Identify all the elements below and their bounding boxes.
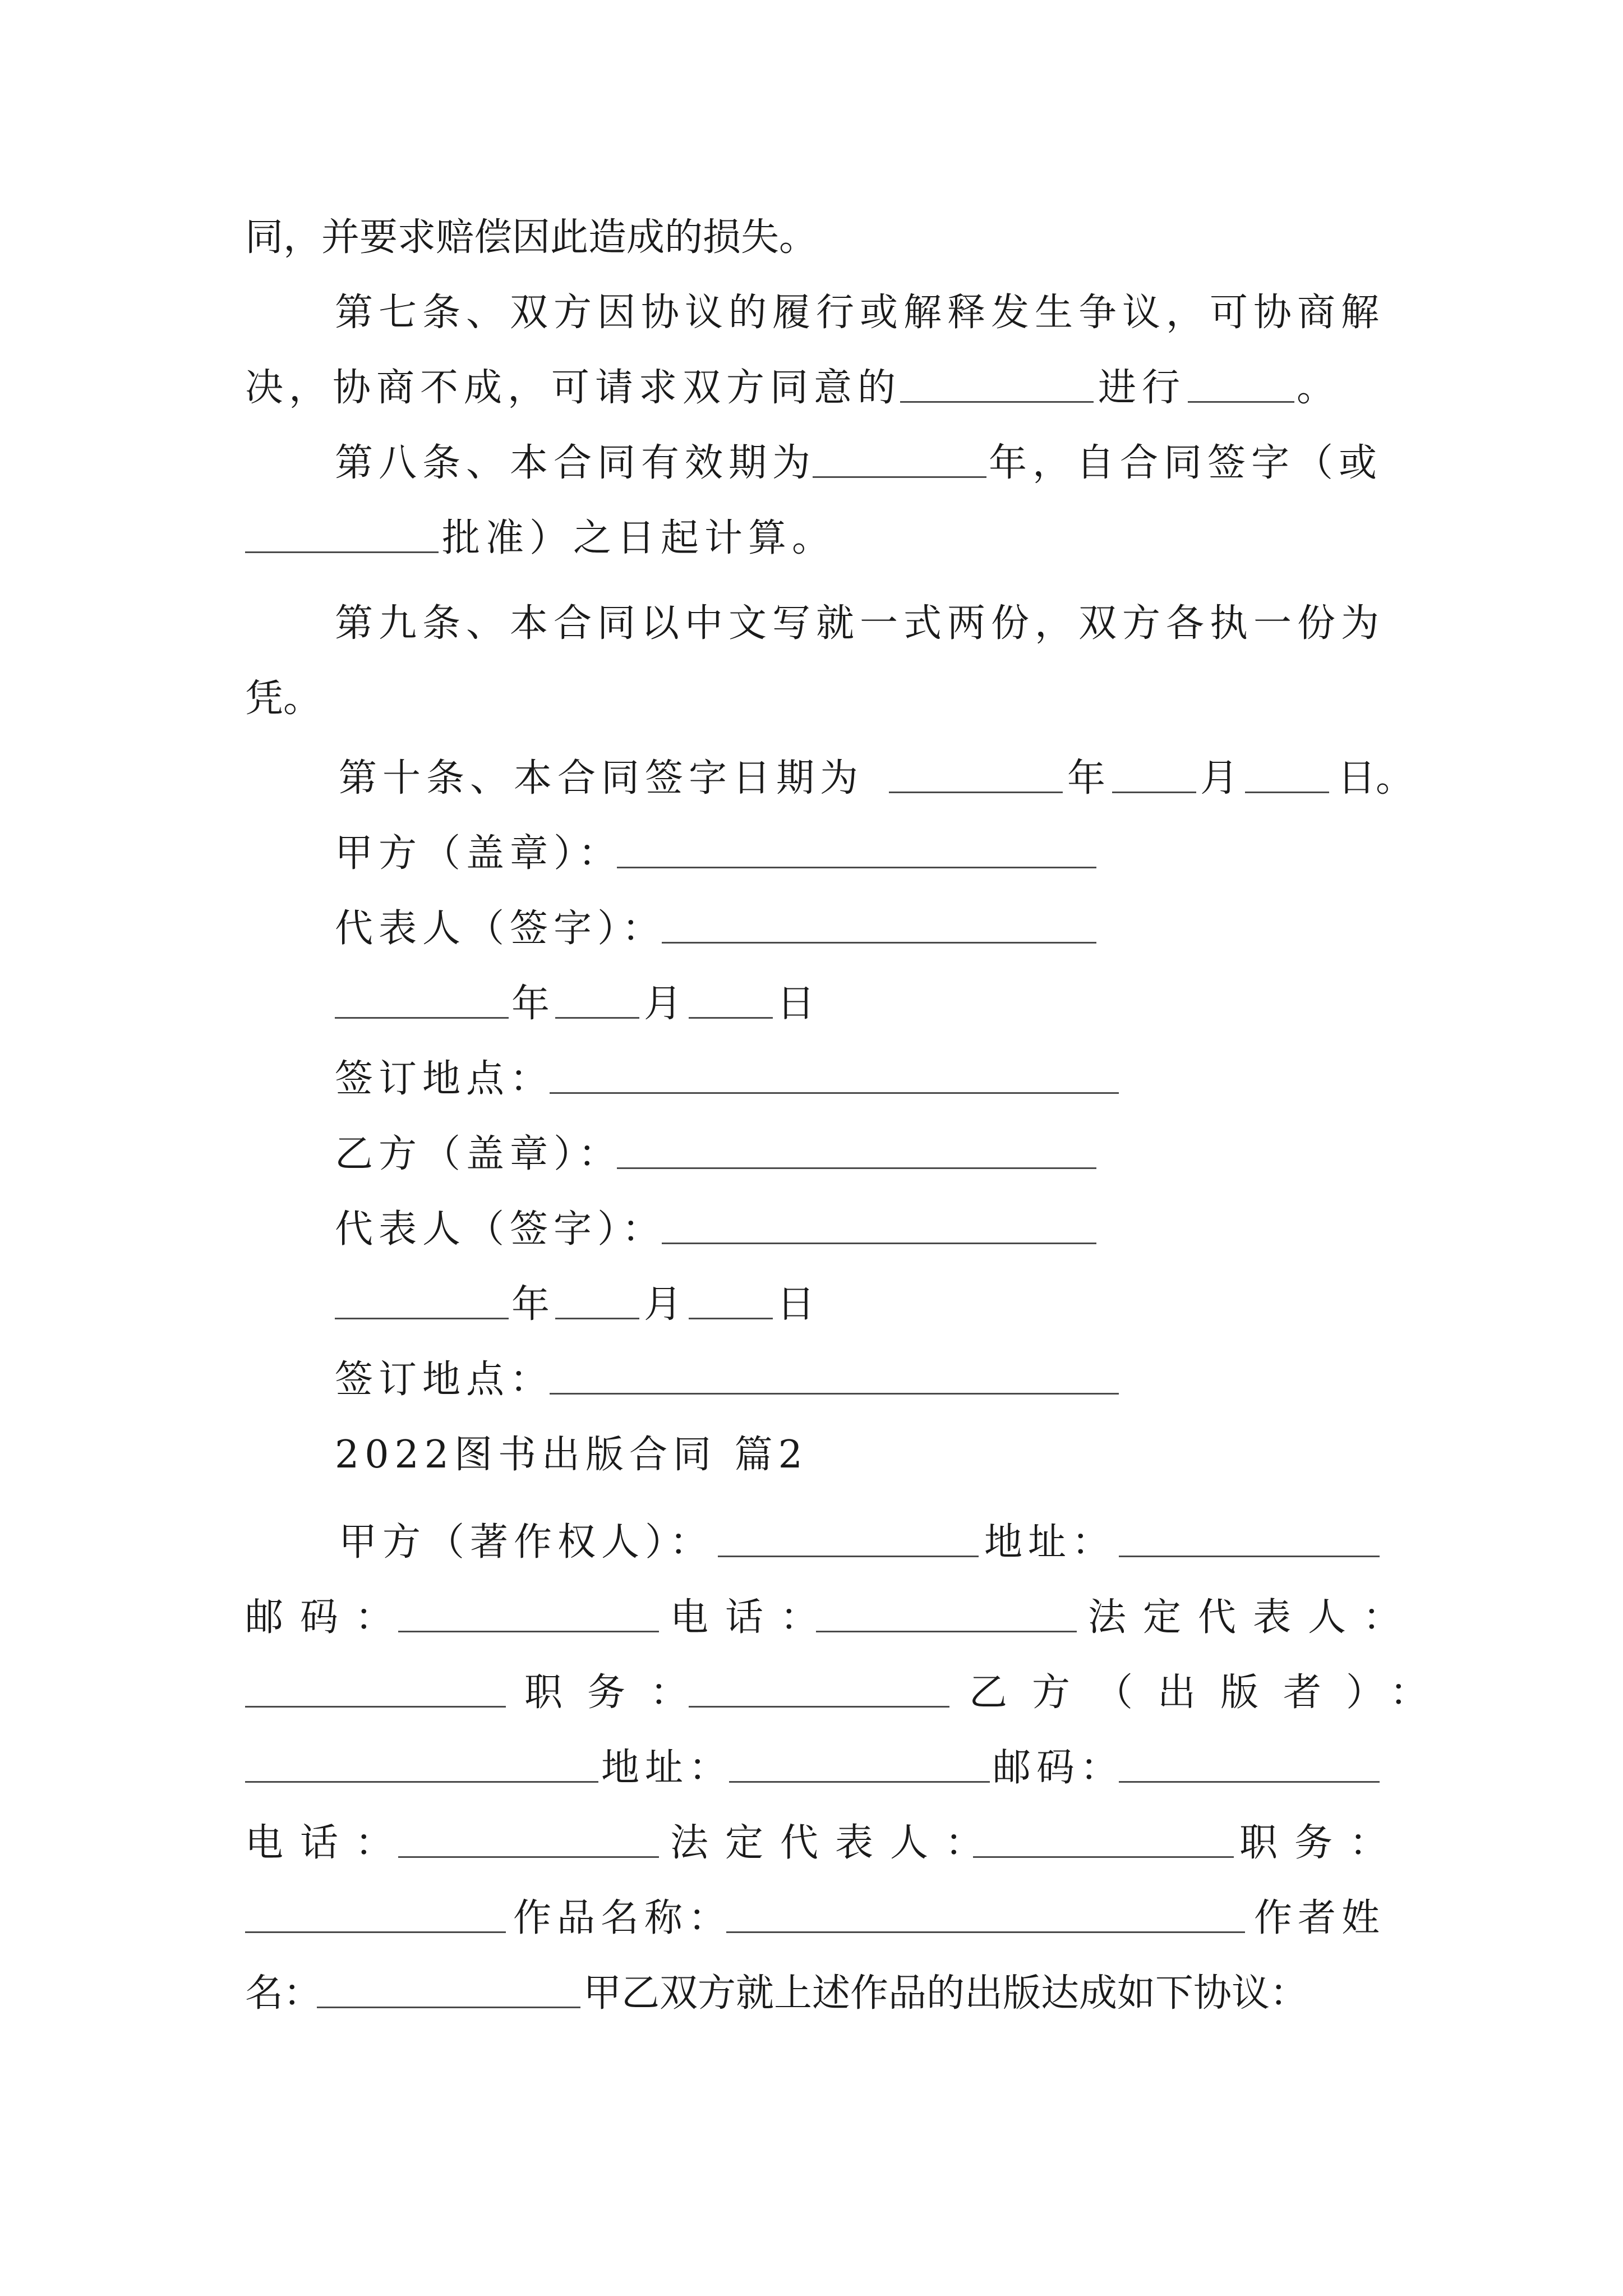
fill-blank[interactable] bbox=[335, 1017, 509, 1019]
signature-line bbox=[0, 823, 1623, 885]
party-b-rep-label: 代表人（签字）： bbox=[335, 1207, 666, 1251]
fill-blank[interactable] bbox=[1245, 792, 1329, 793]
text-line bbox=[0, 1587, 1623, 1649]
clause-8-text: 第八条、本合同有效期为 bbox=[335, 441, 817, 485]
work-title-label: 作品名称： bbox=[513, 1896, 732, 1940]
paragraph-text: 。 bbox=[1297, 366, 1335, 410]
fill-blank[interactable] bbox=[973, 1856, 1234, 1858]
text-line bbox=[0, 748, 1623, 809]
day-label: 日 bbox=[777, 1282, 815, 1327]
phone-label: 电话： bbox=[245, 1821, 411, 1865]
author-name-label-cont: 名： bbox=[245, 1971, 322, 2016]
paragraph-text: 月 bbox=[1200, 756, 1239, 800]
agreement-intro: 甲乙双方就上述作品的出版达成如下协议： bbox=[583, 1971, 1308, 2016]
text-line bbox=[0, 1737, 1623, 1799]
text-line bbox=[0, 1512, 1623, 1573]
paragraph-text: 同，并要求赔偿因此造成的损失。 bbox=[245, 215, 818, 260]
text-line bbox=[0, 1963, 1623, 2024]
fill-blank[interactable] bbox=[555, 1318, 639, 1319]
year-label: 年 bbox=[511, 1282, 550, 1327]
section-heading-line bbox=[0, 1424, 1623, 1486]
text-line bbox=[0, 207, 1623, 269]
fill-blank[interactable] bbox=[1119, 1781, 1380, 1783]
fill-blank[interactable] bbox=[718, 1556, 979, 1557]
fill-blank[interactable] bbox=[689, 1017, 773, 1019]
postcode-label: 邮码： bbox=[245, 1595, 411, 1640]
text-line bbox=[0, 1662, 1623, 1724]
author-name-label: 作者姓 bbox=[1254, 1896, 1386, 1940]
text-line bbox=[0, 668, 1623, 730]
paragraph-text: 决，协商不成，可请求双方同意的 bbox=[245, 366, 902, 410]
fill-blank[interactable] bbox=[335, 1318, 509, 1319]
party-a-rep-blank[interactable] bbox=[662, 942, 1096, 944]
legal-rep-label: 法定代表人： bbox=[670, 1821, 1000, 1865]
month-label: 月 bbox=[644, 982, 683, 1026]
party-a-seal-blank[interactable] bbox=[617, 867, 1096, 868]
text-line bbox=[0, 593, 1623, 655]
address-label: 地址： bbox=[601, 1746, 733, 1790]
fill-blank[interactable] bbox=[245, 1781, 598, 1783]
year-label: 年 bbox=[511, 982, 550, 1026]
clause-9-text: 第九条、本合同以中文写就一式两份，双方各执一份为 bbox=[335, 601, 1385, 646]
text-line bbox=[0, 282, 1623, 344]
party-b-place-blank[interactable] bbox=[550, 1393, 1119, 1395]
text-line bbox=[0, 432, 1623, 494]
clause-7-text: 第七条、双方因协议的履行或解释发生争议，可协商解 bbox=[335, 291, 1385, 335]
paragraph-text: 批准）之日起计算。 bbox=[442, 516, 836, 560]
fill-blank[interactable] bbox=[398, 1856, 659, 1858]
party-a-rep-label: 代表人（签字）： bbox=[335, 907, 666, 951]
party-b-rep-blank[interactable] bbox=[662, 1243, 1096, 1244]
fill-blank[interactable] bbox=[689, 1318, 773, 1319]
position-label: 职务： bbox=[1239, 1821, 1405, 1865]
party-a-seal-label: 甲方（盖章）： bbox=[335, 831, 623, 876]
fill-blank[interactable] bbox=[726, 1931, 1245, 1933]
address-label: 地址： bbox=[984, 1520, 1116, 1565]
signature-line bbox=[0, 1048, 1623, 1110]
fill-blank[interactable] bbox=[816, 1631, 1077, 1632]
legal-rep-label: 法定代表人： bbox=[1088, 1595, 1418, 1640]
position-label: 职务： bbox=[524, 1671, 713, 1715]
fill-blank[interactable] bbox=[889, 792, 1063, 793]
paragraph-text: 年，自合同签字（或 bbox=[989, 441, 1383, 485]
fill-blank[interactable] bbox=[1112, 792, 1196, 793]
text-line bbox=[0, 1812, 1623, 1874]
fill-blank[interactable] bbox=[555, 1017, 639, 1019]
fill-blank[interactable] bbox=[317, 2007, 580, 2008]
party-a-place-label: 签订地点： bbox=[335, 1057, 554, 1101]
fill-blank[interactable] bbox=[245, 1706, 506, 1708]
date-line bbox=[0, 1274, 1623, 1336]
clause-10-text: 第十条、本合同签字日期为 bbox=[339, 756, 864, 800]
party-a-place-blank[interactable] bbox=[550, 1092, 1119, 1094]
fill-blank[interactable] bbox=[245, 1931, 506, 1933]
signature-line bbox=[0, 1349, 1623, 1411]
phone-label: 电话： bbox=[670, 1595, 836, 1640]
fill-blank[interactable] bbox=[689, 1706, 949, 1708]
signature-line bbox=[0, 1124, 1623, 1185]
fill-blank[interactable] bbox=[1188, 401, 1294, 403]
text-line bbox=[0, 508, 1623, 569]
signature-line bbox=[0, 1199, 1623, 1260]
day-label: 日 bbox=[777, 982, 815, 1026]
publisher-party-label: 乙方（出版者）： bbox=[969, 1671, 1453, 1715]
paragraph-text: 年 bbox=[1067, 756, 1106, 800]
fill-blank[interactable] bbox=[245, 551, 439, 553]
date-line bbox=[0, 973, 1623, 1035]
fill-blank[interactable] bbox=[729, 1781, 990, 1783]
text-line bbox=[0, 1888, 1623, 1949]
fill-blank[interactable] bbox=[1119, 1556, 1380, 1557]
fill-blank[interactable] bbox=[900, 401, 1094, 403]
month-label: 月 bbox=[644, 1282, 683, 1327]
fill-blank[interactable] bbox=[813, 476, 986, 478]
signature-line bbox=[0, 898, 1623, 960]
party-b-seal-label: 乙方（盖章）： bbox=[335, 1132, 623, 1176]
author-party-label: 甲方（著作权人）： bbox=[339, 1520, 714, 1565]
paragraph-text: 进行 bbox=[1098, 366, 1186, 410]
fill-blank[interactable] bbox=[398, 1631, 659, 1632]
paragraph-text: 凭。 bbox=[245, 677, 322, 721]
postcode-label: 邮码： bbox=[993, 1746, 1124, 1790]
text-line bbox=[0, 357, 1623, 419]
paragraph-text: 日。 bbox=[1338, 756, 1414, 800]
party-b-place-label: 签订地点： bbox=[335, 1358, 554, 1402]
section-heading: 2022图书出版合同 篇2 bbox=[335, 1433, 808, 1477]
party-b-seal-blank[interactable] bbox=[617, 1167, 1096, 1169]
